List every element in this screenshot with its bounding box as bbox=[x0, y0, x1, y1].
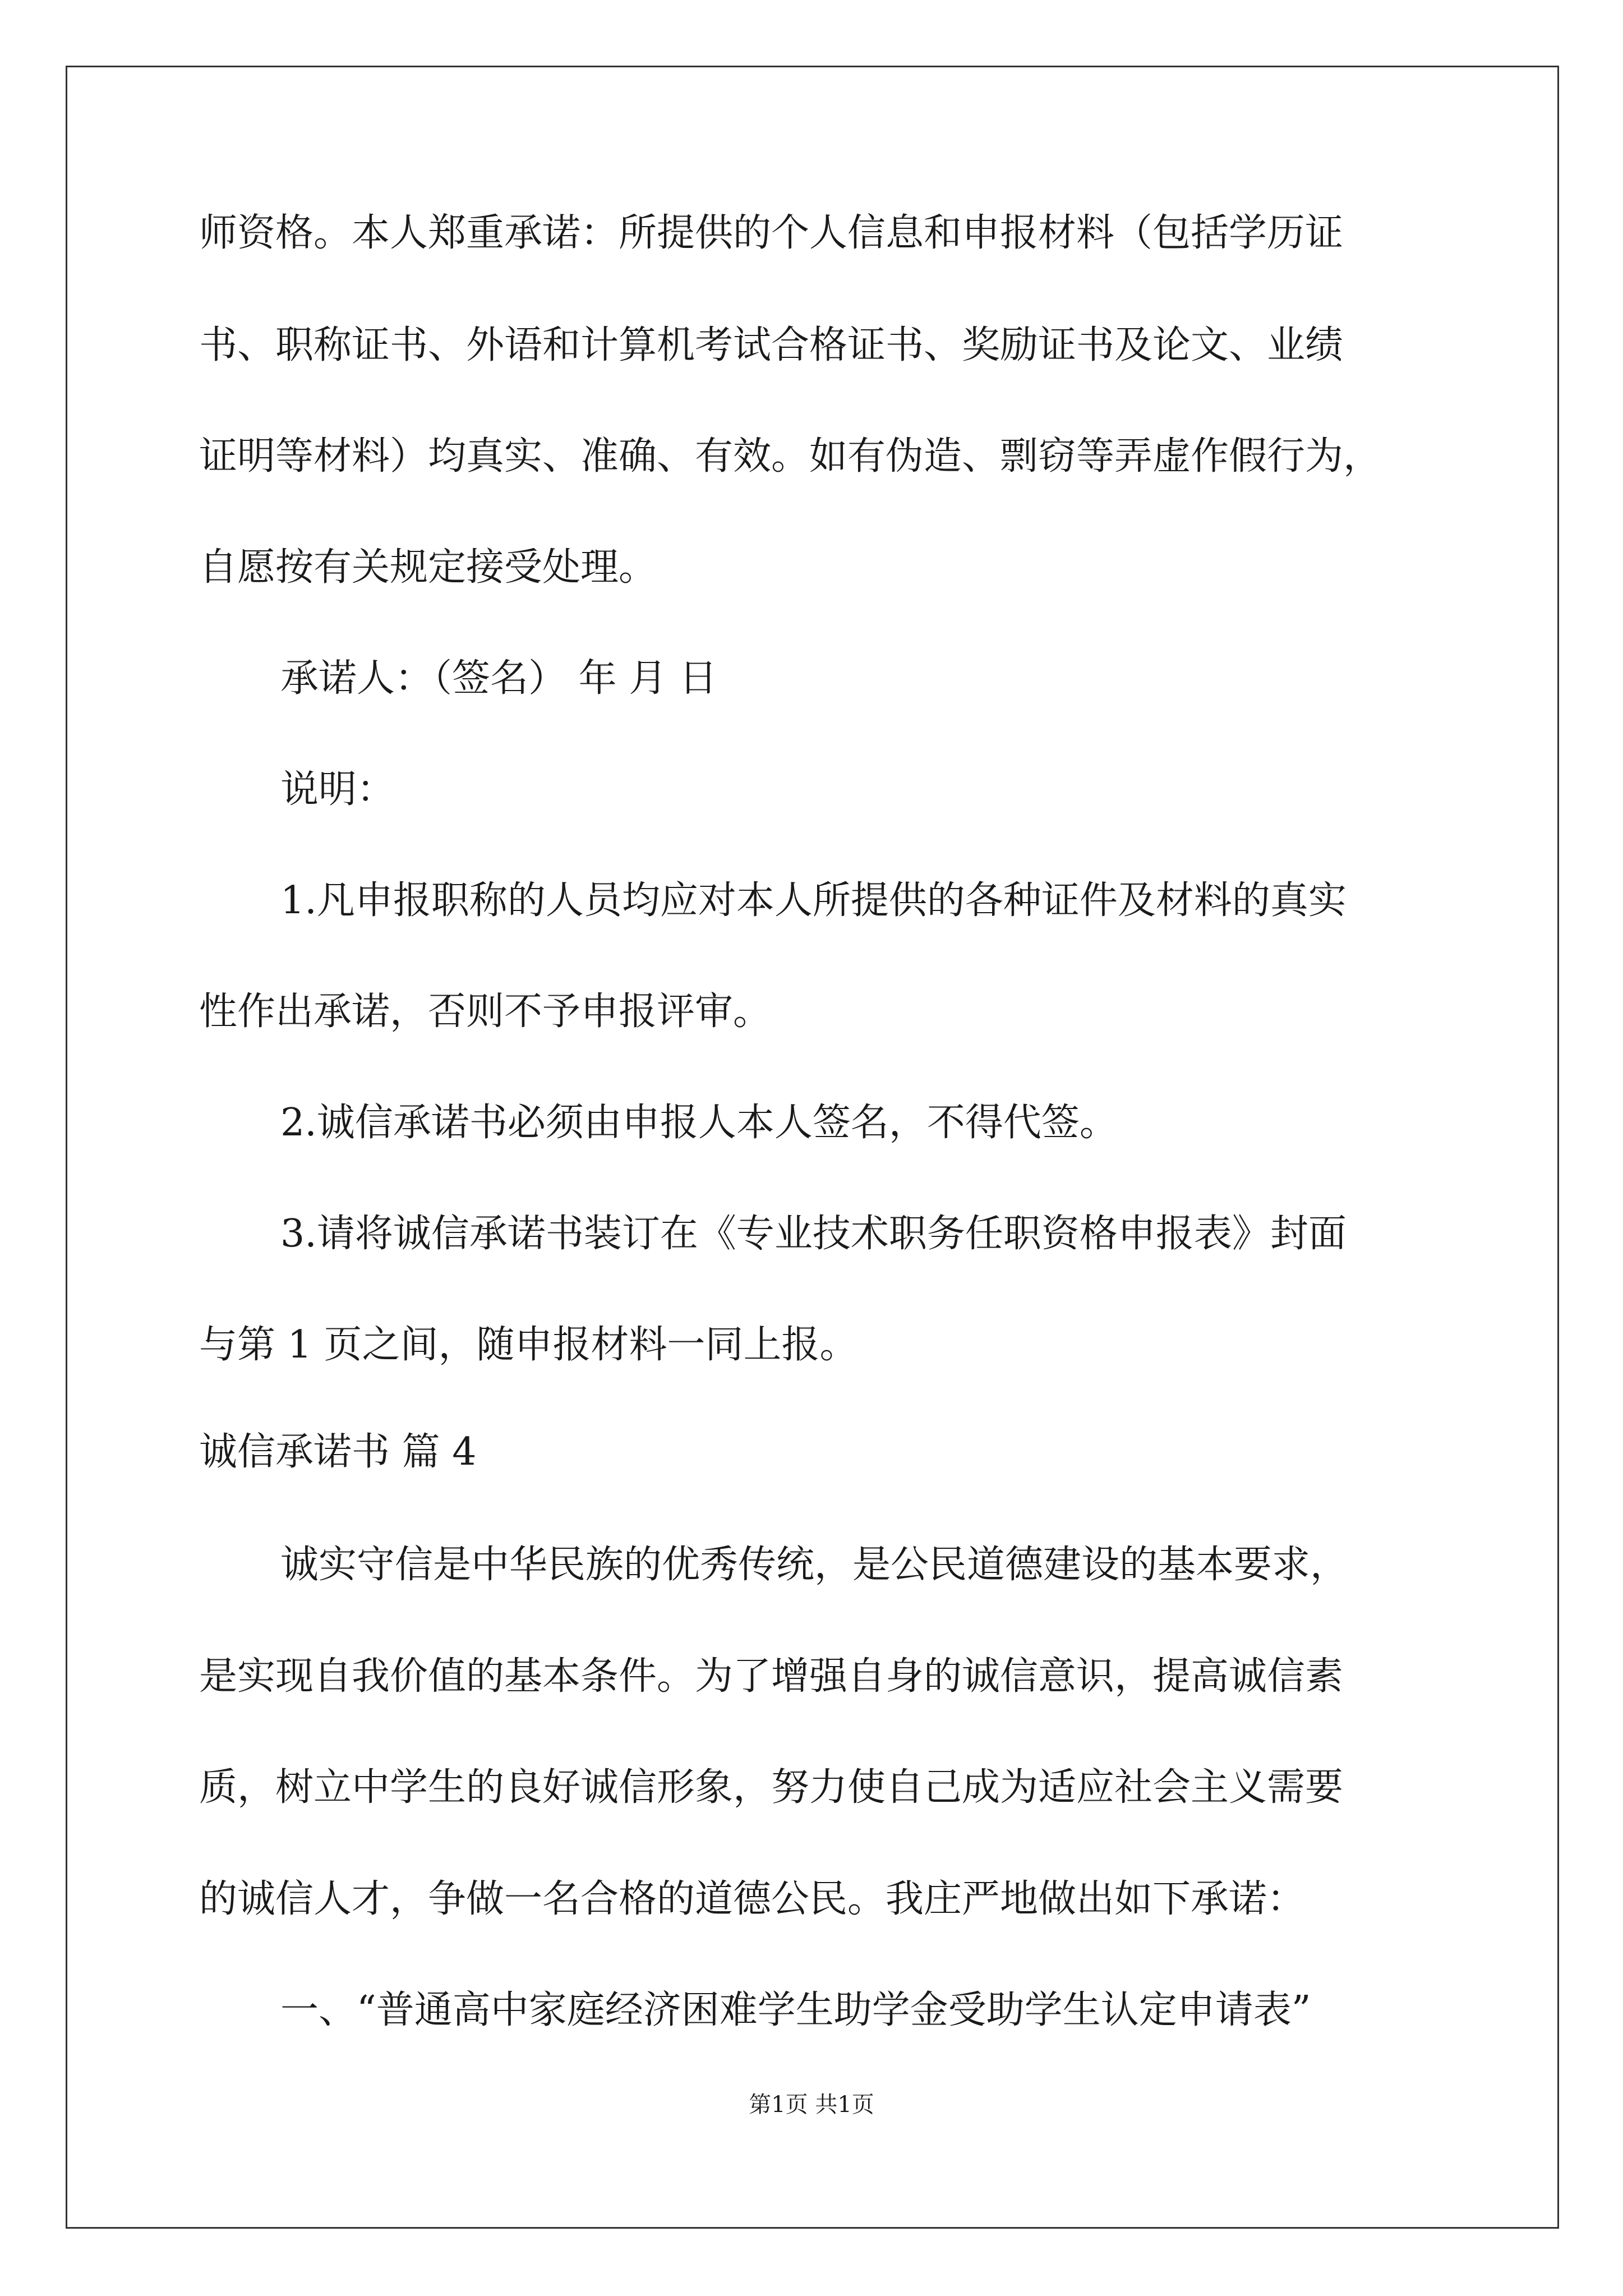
paragraph-line: 与第 1 页之间，随申报材料一同上报。 bbox=[199, 1323, 858, 1367]
paragraph-line: 自愿按有关规定接受处理。 bbox=[199, 545, 657, 590]
paragraph-line: 诚实守信是中华民族的优秀传统，是公民道德建设的基本要求， bbox=[280, 1543, 1349, 1587]
paragraph-line: 质，树立中学生的良好诚信形象，努力使自己成为适应社会主义需要 bbox=[199, 1765, 1344, 1810]
paragraph-line: 证明等材料）均真实、准确、有效。如有伪造、剽窃等弄虚作假行为， bbox=[199, 434, 1382, 478]
section-heading: 诚信承诺书 篇 4 bbox=[199, 1430, 477, 1474]
paragraph-line: 的诚信人才，争做一名合格的道德公民。我庄严地做出如下承诺： bbox=[199, 1877, 1306, 1921]
note-item: 3.请将诚信承诺书装订在《专业技术职务任职资格申报表》封面 bbox=[280, 1212, 1347, 1256]
note-item: 1.凡申报职称的人员均应对本人所提供的各种证件及材料的真实 bbox=[280, 878, 1347, 923]
paragraph-line: 书、职称证书、外语和计算机考试合格证书、奖励证书及论文、业绩 bbox=[199, 323, 1344, 367]
signature-line: 承诺人：（签名） 年 月 日 bbox=[280, 656, 717, 701]
note-item: 2.诚信承诺书必须由申报人本人签名，不得代签。 bbox=[280, 1101, 1118, 1145]
notes-heading: 说明： bbox=[280, 767, 395, 812]
paragraph-line: 师资格。本人郑重承诺：所提供的个人信息和申报材料（包括学历证 bbox=[199, 211, 1344, 255]
paragraph-line: 是实现自我价值的基本条件。为了增强自身的诚信意识，提高诚信素 bbox=[199, 1654, 1344, 1699]
paragraph-line: 一、“普通高中家庭经济困难学生助学金受助学生认定申请表” bbox=[280, 1988, 1311, 2032]
paragraph-line: 性作出承诺，否则不予申报评审。 bbox=[199, 990, 772, 1034]
page-footer: 第1页 共1页 bbox=[749, 2092, 874, 2118]
